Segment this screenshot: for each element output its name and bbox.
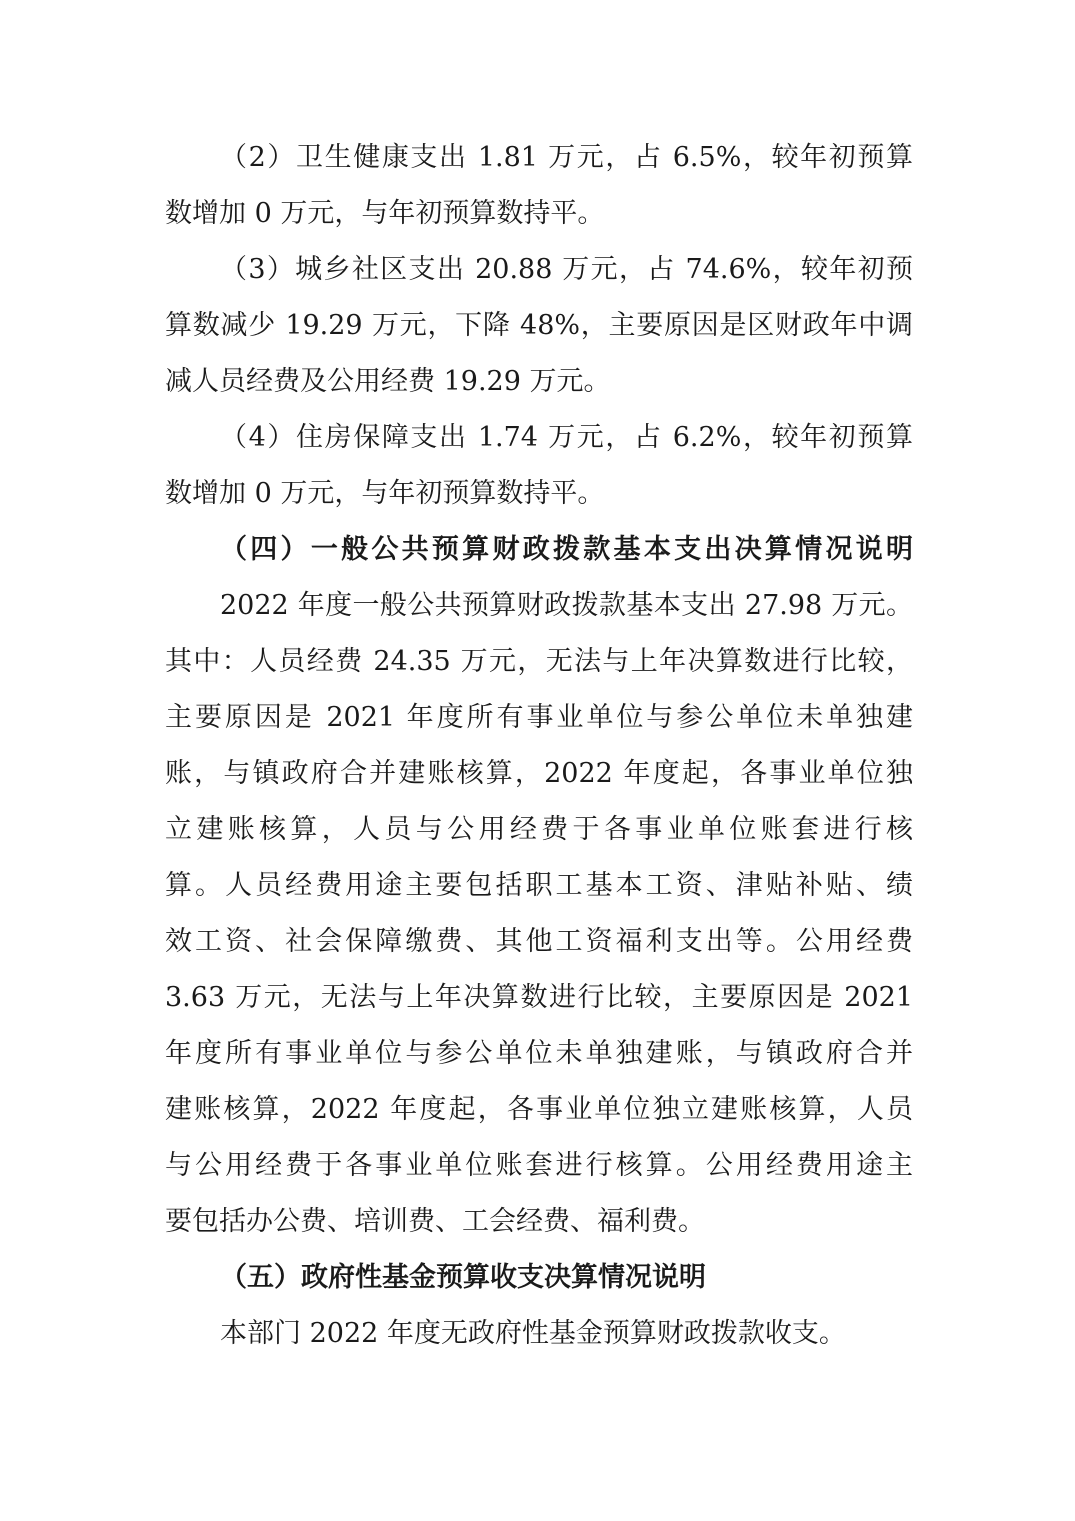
paragraph-line: 账，与镇政府合并建账核算，2022 年度起，各事业单位独 [165,758,913,789]
paragraph-line: 要包括办公费、培训费、工会经费、福利费。 [165,1206,705,1237]
paragraph-line: 减人员经费及公用经费 19.29 万元。 [165,366,611,397]
paragraph-line: 算数减少 19.29 万元，下降 48%，主要原因是区财政年中调 [165,310,913,341]
paragraph-line: 数增加 0 万元，与年初预算数持平。 [165,478,605,509]
paragraph-line: 2022 年度一般公共预算财政拨款基本支出 27.98 万元。 [220,590,913,621]
paragraph-line: 与公用经费于各事业单位账套进行核算。公用经费用途主 [165,1150,913,1181]
paragraph-line: （4）住房保障支出 1.74 万元，占 6.2%，较年初预算 [220,422,913,453]
paragraph-line: 其中：人员经费 24.35 万元，无法与上年决算数进行比较， [165,646,913,677]
paragraph-line: 3.63 万元，无法与上年决算数进行比较，主要原因是 2021 [165,982,913,1013]
paragraph-line: 本部门 2022 年度无政府性基金预算财政拨款收支。 [220,1318,846,1349]
paragraph-line: （2）卫生健康支出 1.81 万元，占 6.5%，较年初预算 [220,142,913,173]
paragraph-line: 主要原因是 2021 年度所有事业单位与参公单位未单独建 [165,702,913,733]
paragraph-line: 立建账核算，人员与公用经费于各事业单位账套进行核 [165,814,913,845]
paragraph-line: 效工资、社会保障缴费、其他工资福利支出等。公用经费 [165,926,913,957]
paragraph-line: 数增加 0 万元，与年初预算数持平。 [165,198,605,229]
paragraph-line: （3）城乡社区支出 20.88 万元，占 74.6%，较年初预 [220,254,913,285]
paragraph-line: 算。人员经费用途主要包括职工基本工资、津贴补贴、绩 [165,870,913,901]
section-heading: （五）政府性基金预算收支决算情况说明 [220,1262,706,1293]
paragraph-line: 建账核算，2022 年度起，各事业单位独立建账核算，人员 [165,1094,913,1125]
section-heading: （四）一般公共预算财政拨款基本支出决算情况说明 [220,534,913,565]
paragraph-line: 年度所有事业单位与参公单位未单独建账，与镇政府合并 [165,1038,913,1069]
